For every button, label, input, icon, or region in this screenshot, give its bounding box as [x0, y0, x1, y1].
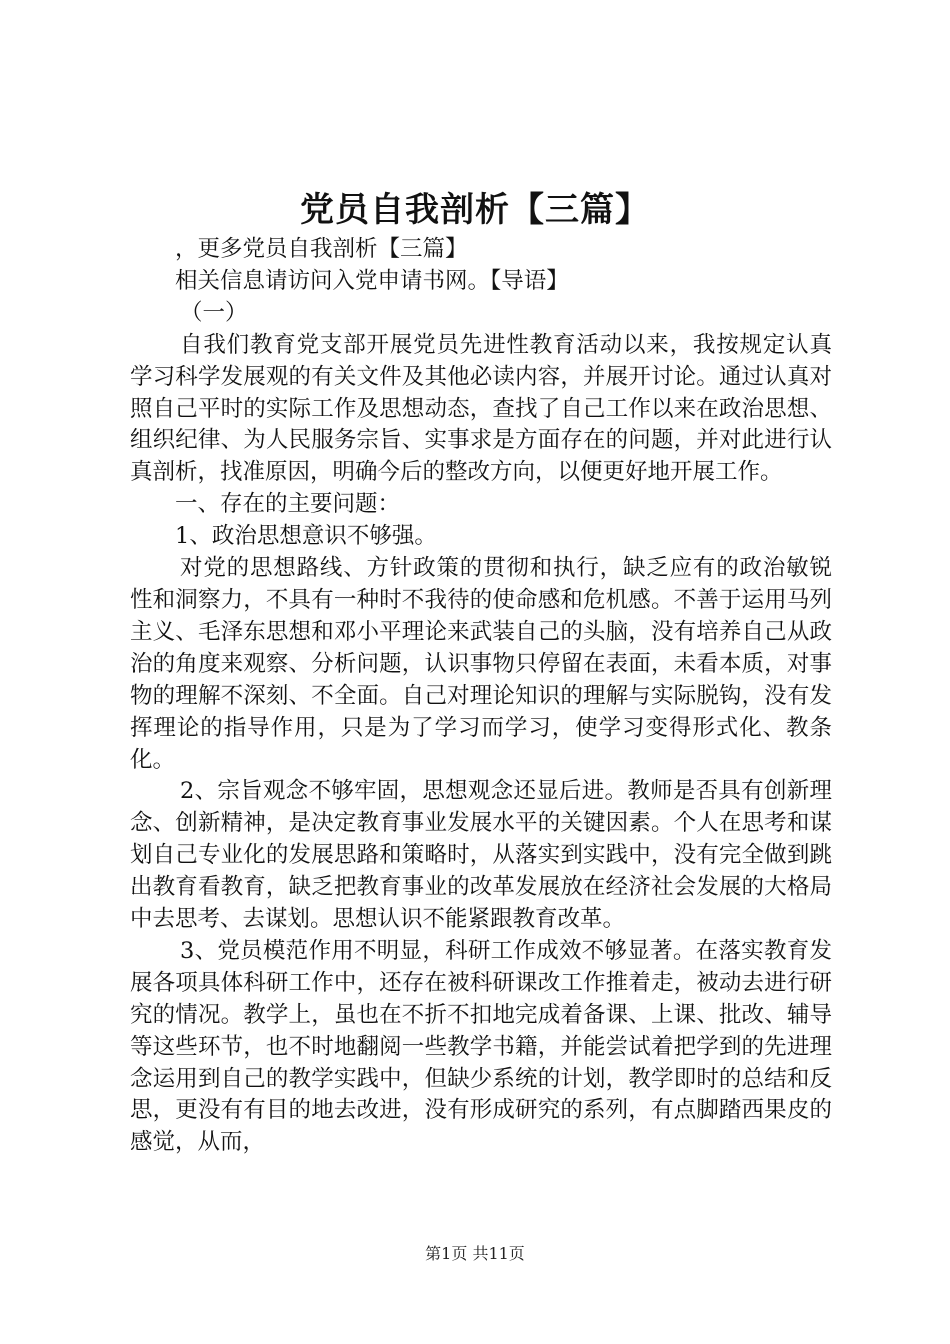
paragraph-3: 2、宗旨观念不够牢固，思想观念还显后进。教师是否具有创新理念、创新精神，是决定教育事业发展水平的关键因素。个人在思考和谋划自己专业化的发展思路和策略时，从落实到实践中，没有完全做到跳出教育看教育，缺乏把教育事业的改革发展放在经济社会发展的大格局中去思考、去谋划。思想认识不能紧跟教育改革。	[130, 778, 832, 933]
page-footer: 第1页 共11页	[425, 1244, 525, 1263]
paragraph-2: 对党的思想路线、方针政策的贯彻和执行，缺乏应有的政治敏锐性和洞察力，不具有一种时不我待的使命感和危机感。不善于运用马列主义、毛泽东思想和邓小平理论来武装自己的头脑，没有培养自己从政治的角度来观察、分析问题，认识事物只停留在表面，未看本质，对事物的理解不深刻、不全面。自己对理论知识的理解与实际脱钩，没有发挥理论的指导作用，只是为了学习而学习，使学习变得形式化、教条化。	[130, 555, 832, 773]
subheading-1: 1、政治思想意识不够强。	[175, 523, 437, 550]
document-body	[130, 234, 832, 1159]
document-title: 党员自我剖析【三篇】	[300, 190, 650, 230]
intro-line-2: 相关信息请访问入党申请书网。【导语】	[175, 267, 569, 294]
paragraph-1: 自我们教育党支部开展党员先进性教育活动以来，我按规定认真学习科学发展观的有关文件及其他必读内容，并展开讨论。通过认真对照自己平时的实际工作及思想动态，查找了自己工作以来在政治思想、组织纪律、为人民服务宗旨、实事求是方面存在的问题，并对此进行认真剖析，找准原因，明确今后的整改方向，以便更好地开展工作。	[130, 331, 832, 486]
heading-problems: 一、存在的主要问题：	[175, 491, 401, 518]
intro-line-1: ，更多党员自我剖析【三篇】	[175, 236, 468, 262]
section-label: （一）	[180, 299, 248, 326]
paragraph-4: 3、党员模范作用不明显，科研工作成效不够显著。在落实教育发展各项具体科研工作中，还存在被科研课改工作推着走，被动去进行研究的情况。教学上，虽也在不折不扣地完成着备课、上课、批改、辅导等这些环节，也不时地翻阅一些教学书籍，并能尝试着把学到的先进理念运用到自己的教学实践中，但缺少系统的计划，教学即时的总结和反思，更没有有目的地去改进，没有形成研究的系列，有点脚踏西果皮的感觉，从而，	[130, 937, 832, 1156]
